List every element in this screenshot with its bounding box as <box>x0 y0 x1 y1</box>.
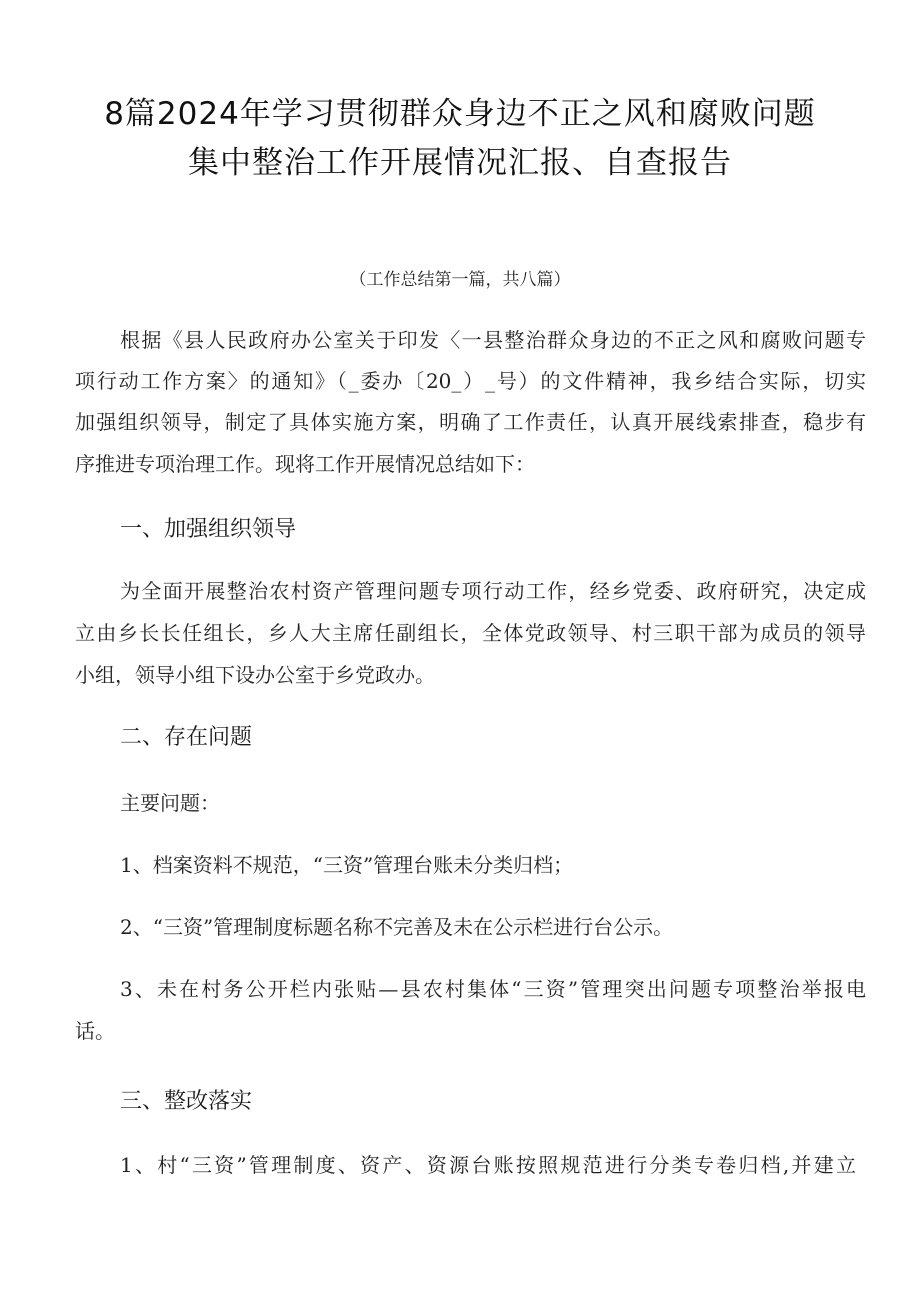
section-1-line-1: 为全面开展整治农村资产管理问题专项行动工作，经乡党委、政府研究，决定成 <box>120 579 866 603</box>
section-2-heading: 二、存在问题 <box>120 725 253 750</box>
section-1-line-3: 小组，领导小组下设办公室于乡党政办。 <box>75 663 435 687</box>
intro-line-2: 项行动工作方案〉的通知》（_委办〔20_）_号）的文件精神，我乡结合实际，切实 <box>75 369 866 393</box>
section-2-item-3-line-2: 话。 <box>75 1019 115 1043</box>
section-2-item-1: 1、档案资料不规范，“三资”管理台账未分类归档； <box>120 853 574 877</box>
document-title-line-2: 集中整治工作开展情况汇报、自查报告 <box>188 145 732 181</box>
section-3-item-1: 1、村“三资”管理制度、资产、资源台账按照规范进行分类专卷归档,并建立 <box>120 1153 856 1177</box>
section-1-heading: 一、加强组织领导 <box>120 517 297 542</box>
section-2-item-2: 2、“三资”管理制度标题名称不完善及未在公示栏进行台公示。 <box>120 915 674 939</box>
section-3-heading: 三、整改落实 <box>120 1089 253 1114</box>
intro-line-1: 根据《县人民政府办公室关于印发〈一县整治群众身边的不正之风和腐败问题专 <box>120 328 866 352</box>
intro-line-3: 加强组织领导，制定了具体实施方案，明确了工作责任，认真开展线索排查，稳步有 <box>75 410 866 434</box>
section-2-lead: 主要问题： <box>120 791 220 815</box>
document-title-line-1: 8篇2024年学习贯彻群众身边不正之风和腐败问题 <box>104 96 816 132</box>
section-2-item-3-line-1: 3、未在村务公开栏内张贴—县农村集体“三资”管理突出问题专项整治举报电 <box>120 977 866 1001</box>
document-subtitle: （工作总结第一篇，共八篇） <box>349 270 571 290</box>
section-1-line-2: 立由乡长长任组长，乡人大主席任副组长，全体党政领导、村三职干部为成员的领导 <box>75 621 866 645</box>
intro-line-4: 序推进专项治理工作。现将工作开展情况总结如下： <box>75 452 535 476</box>
